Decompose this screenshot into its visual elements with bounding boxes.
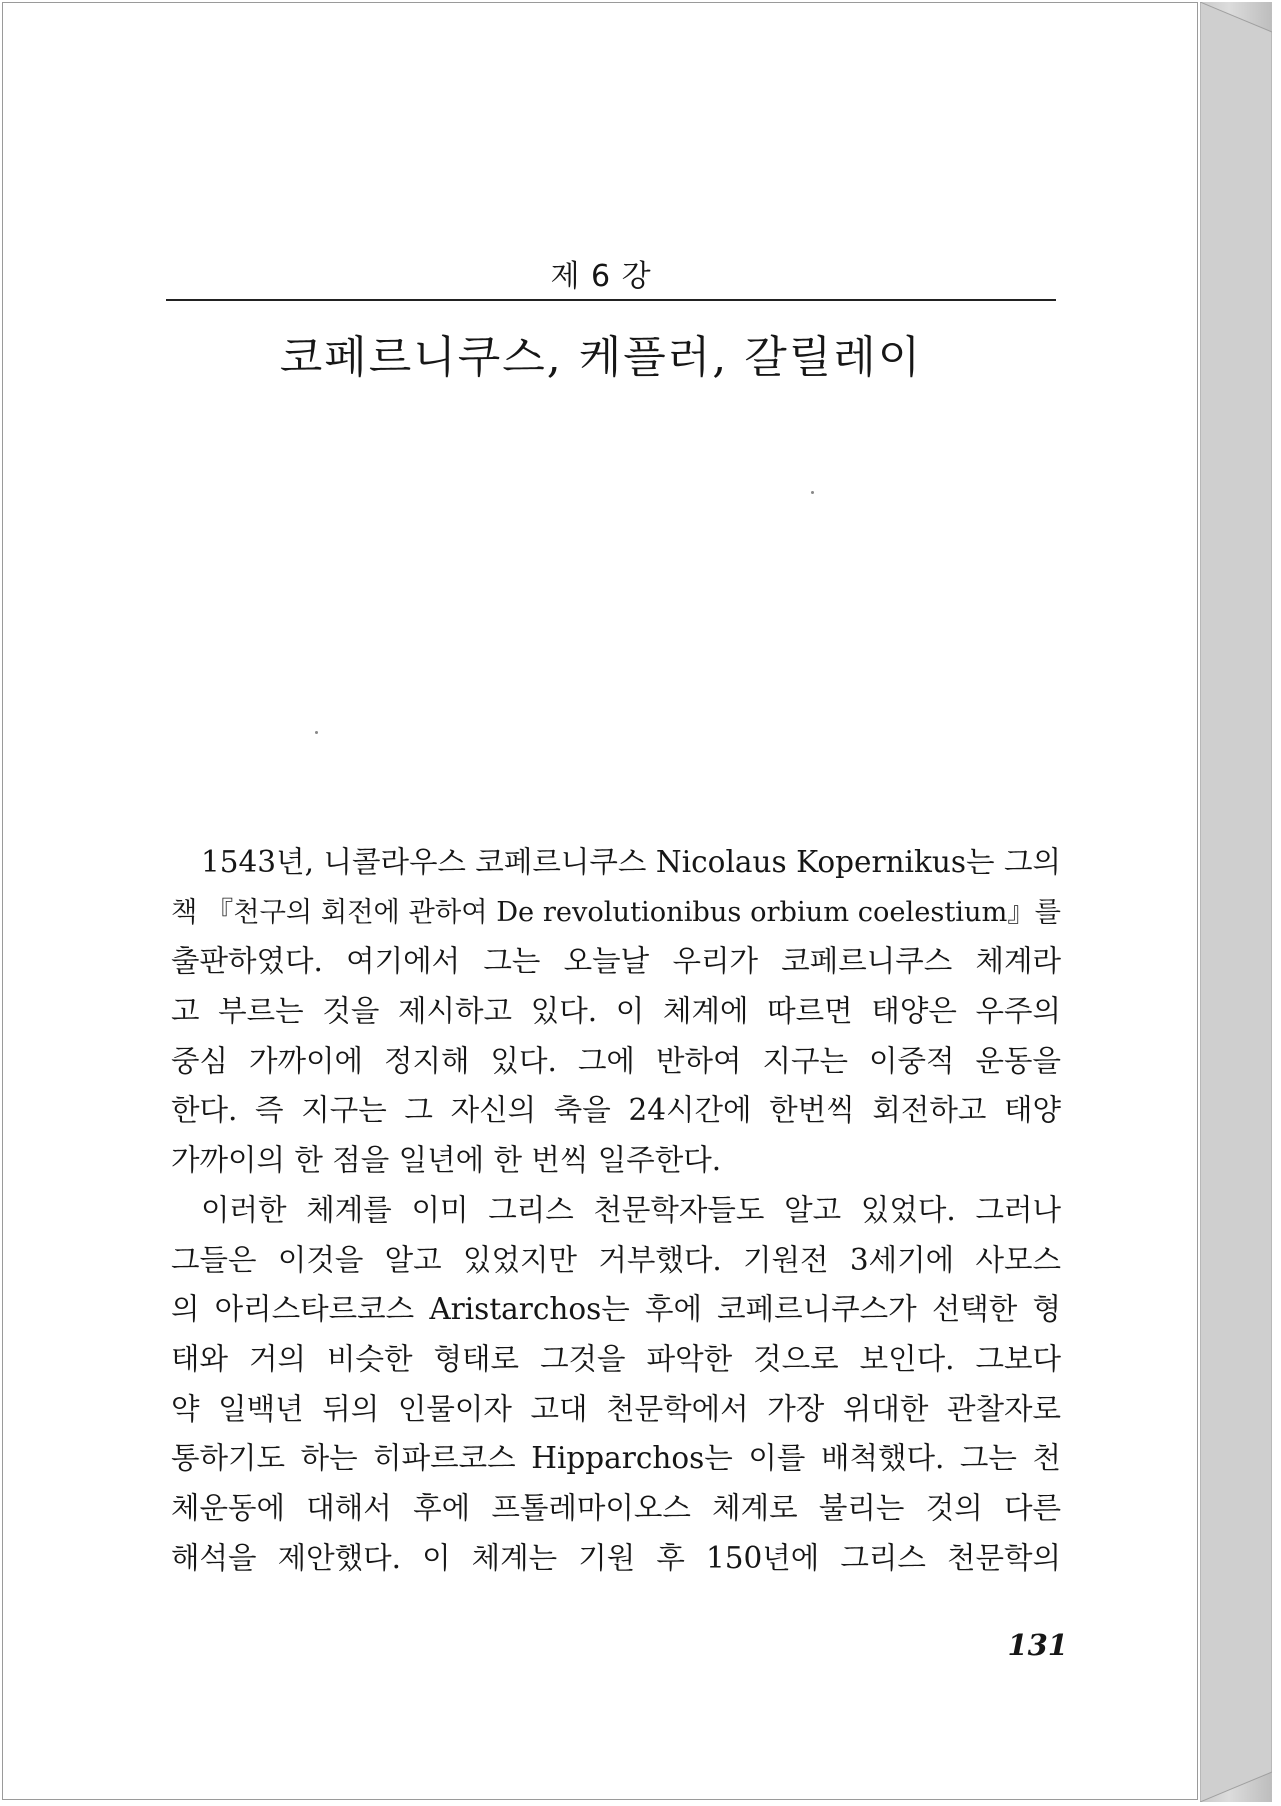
text-line: 출판하였다. 여기에서 그는 오늘날 우리가 코페르니쿠스 체계라: [171, 944, 1061, 979]
text-line: 1543년, 니콜라우스 코페르니쿠스 Nicolaus Kopernikus는 그의: [201, 845, 1061, 879]
text-line: 책 『천구의 회전에 관하여 De revolutionibus orbium coelestium』를: [171, 896, 1061, 928]
text-line: 그들은 이것을 알고 있었지만 거부했다. 기원전 3세기에 사모스: [171, 1242, 1061, 1277]
title-rule: [166, 299, 1056, 301]
body-text: [171, 838, 1061, 1583]
page-edge-shape: [1200, 2, 1272, 1802]
text-line: 의 아리스타르코스 Aristarchos는 후에 코페르니쿠스가 선택한 형: [171, 1292, 1061, 1327]
book-page: [2, 2, 1198, 1800]
chapter-title: 코페르니쿠스, 케플러, 갈릴레이: [279, 332, 923, 383]
text-line: 한다. 즉 지구는 그 자신의 축을 24시간에 한번씩 회전하고 태양: [171, 1093, 1061, 1128]
text-line: 통하기도 하는 히파르코스 Hipparchos는 이를 배척했다. 그는 천: [171, 1441, 1061, 1476]
text-line: 중심 가까이에 정지해 있다. 그에 반하여 지구는 이중적 운동을: [171, 1043, 1061, 1078]
text-line: 해석을 제안했다. 이 체계는 기원 후 150년에 그리스 천문학의: [171, 1540, 1061, 1575]
text-line: 약 일백년 뒤의 인물이자 고대 천문학에서 가장 위대한 관찰자로: [171, 1391, 1061, 1426]
text-line: 태와 거의 비슷한 형태로 그것을 파악한 것으로 보인다. 그보다: [171, 1341, 1061, 1376]
speck: [811, 491, 814, 494]
text-line: 이러한 체계를 이미 그리스 천문학자들도 알고 있었다. 그러나: [201, 1192, 1061, 1227]
chapter-label: 제 6 강: [550, 259, 652, 294]
text-line: 고 부르는 것을 제시하고 있다. 이 체계에 따르면 태양은 우주의: [171, 994, 1061, 1029]
text-line: 체운동에 대해서 후에 프톨레마이오스 체계로 불리는 것의 다른: [171, 1490, 1061, 1525]
page-edge: [1200, 2, 1272, 1802]
speck: [315, 731, 318, 734]
page-number: 131: [1007, 1628, 1068, 1662]
text-line: 가까이의 한 점을 일년에 한 번씩 일주한다.: [171, 1143, 722, 1178]
